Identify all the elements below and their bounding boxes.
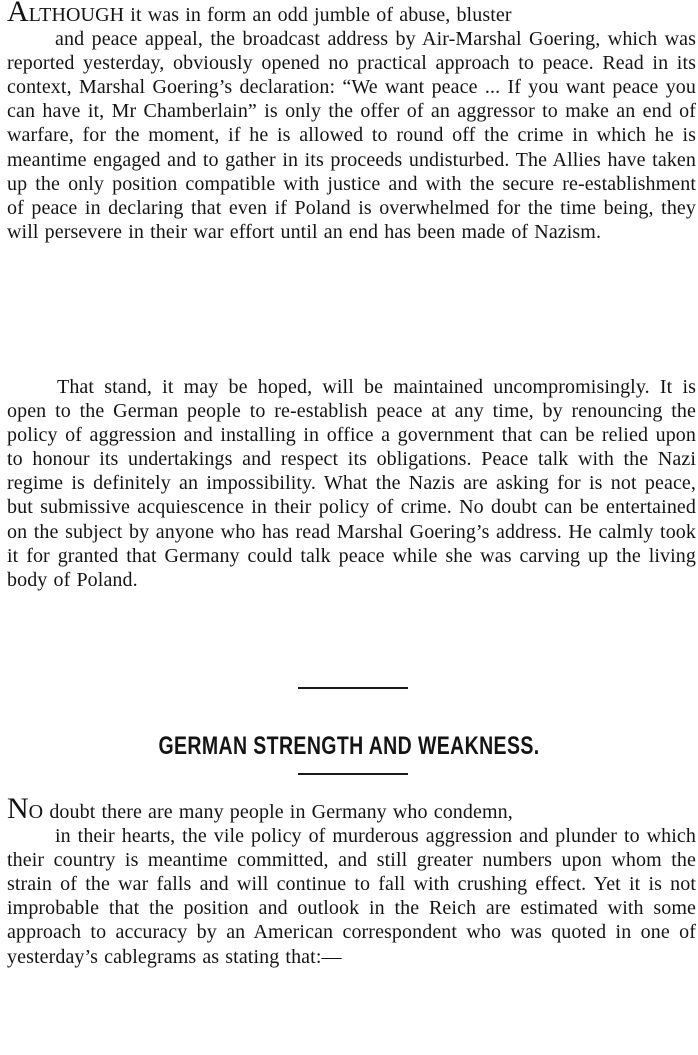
article-paragraph-3 — [7, 792, 696, 969]
section-divider-top — [298, 687, 408, 689]
paragraph-3-body: in their hearts, the vile policy of murderous aggression and plunder to which their country is meantime committed, and still greater numbers upon whom the strain of the war falls and will continue to fall with crushing effect. Yet it is not improbable that the position and outlook in the Reich are estimated with some approach to accuracy by an American correspondent who was quoted in one of yesterday’s cablegrams as stating that:— — [7, 825, 696, 968]
paragraph-1-body: and peace appeal, the broadcast address by Air-Marshal Goering, which was reported yesterday, obviously opened no practical approach to peace. Read in its context, Marshal Goering’s declaration: “We want peace ... If you want peace you can have it, Mr Chamberlain” is only the offer of an aggressor to make an end of warfare, for the moment, if he is allowed to round off the crime in which he is meantime engaged and to gather in its proceeds undisturbed. The Allies have taken up the only position compatible with justice and with the secure re-establishment of peace in declaring that even if Poland is overwhelmed for the time being, they will persevere in their war effort until an end has been made of Nazism. — [7, 28, 696, 243]
drop-cap-letter: A — [7, 0, 29, 28]
section-heading: GERMAN STRENGTH AND WEAKNESS. — [158, 732, 540, 760]
paragraph-1-first-line — [7, 0, 512, 28]
paragraph-1-first-line-text: LTHOUGH it was in form an odd jumble of abuse, bluster — [28, 4, 512, 26]
paragraph-3-first-line-text: O doubt there are many people in Germany who condemn, — [28, 801, 513, 823]
paragraph-3-first-line — [7, 792, 513, 825]
article-paragraph-2: That stand, it may be hoped, will be maintained uncompromisingly. It is open to the German people to re-establish peace at any time, by renouncing the policy of aggression and installing in office a government that can be relied upon to honour its undertakings and respect its obligations. Peace talk with the Nazi regime is definitely an impossibility. What the Nazis are asking for is not peace, but submissive acquiescence in their policy of crime. No doubt can be entertained on the subject by anyone who has read Marshal Goering’s address. He calmly took it for granted that Germany could talk peace while she was carving up the living body of Poland. — [7, 376, 696, 591]
drop-cap-letter: N — [7, 792, 29, 825]
article-paragraph-1 — [7, 0, 696, 244]
section-divider-bottom — [298, 773, 408, 775]
